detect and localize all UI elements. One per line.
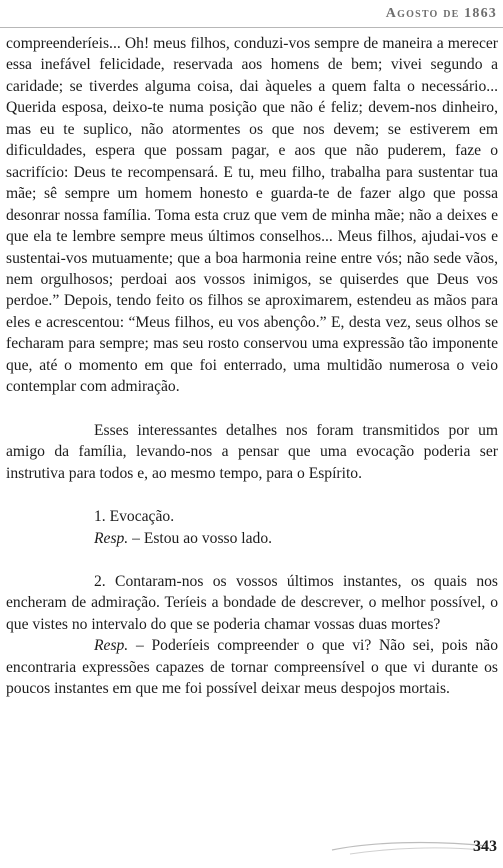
answer-2	[6, 635, 498, 699]
resp-label: Resp.	[94, 529, 129, 547]
header-rule	[0, 27, 503, 28]
answer-text: – Estou ao vosso lado.	[128, 529, 273, 547]
paragraph: compreenderíeis... Oh! meus filhos, conduzi-vos sempre de maneira a merecer essa inefável felicidade, reservada aos homens de bem; vivei segundo a caridade; se tiverdes alguma coisa, dai àqueles a quem falta o necessário... Querida esposa, deixo-te numa posição que não é feliz; devem-nos dinheiro, mas eu te suplico, não atormentes os que nos devem; se estiverem em dificuldades, espera que possam pagar, e aos que não puderem, faze o sacrifício: Deus te recompensará. E tu, meu filho, trabalha para sustentar tua mãe; sê sempre um homem honesto e guarda-te de fazer algo que possa desonrar nossa família. Toma esta cruz que vem de minha mãe; não a deixes e que ela te lembre sempre meus últimos conselhos... Meus filhos, ajudai-vos e sustentai-vos mutuamente; que a boa harmonia reine entre vós; não sede vãos, nem orgulhosos; perdoai aos vossos inimigos, se quiserdes que Deus vos perdoe.” Depois, tendo feito os filhos se aproximarem, estendeu as mãos para eles e acrescentou: “Meus filhos, eu vos abençôo.” E, desta vez, seus olhos se fecharam para sempre; mas seu rosto conservou uma expressão tão imponente que, até o momento em que foi enterrado, uma multidão numerosa o veio contemplar com admiração.	[6, 35, 498, 396]
paragraph: Esses interessantes detalhes nos foram transmitidos por um amigo da família, levando-nos a pensar que uma evocação poderia ser instrutiva para todos e, ao mesmo tempo, para o Espírito.	[6, 421, 498, 482]
page-body	[6, 33, 498, 700]
page-number: 343	[473, 838, 497, 855]
question-1: 1. Evocação.	[94, 508, 175, 526]
question-2: 2. Contaram-nos os vossos últimos instantes, os quais nos encheram de admiração. Teríeis a bondade de descrever, o melhor possível, o que vistes no intervalo do que se poderia chamar vossas duas mortes?	[6, 572, 498, 633]
running-head: Agosto de 1863	[385, 6, 497, 21]
spacer	[6, 549, 498, 571]
footer-ornament	[330, 836, 490, 860]
spacer	[6, 484, 498, 506]
answer-1	[6, 528, 498, 549]
answer-text: – Poderíeis compreender o que vi? Não sei, pois não encontraria expressões capazes de tornar compreensível o que vi durante os poucos instantes em que me foi possível deixar meus despojos mortais.	[6, 637, 498, 698]
resp-label: Resp.	[94, 637, 129, 655]
spacer	[6, 398, 498, 420]
